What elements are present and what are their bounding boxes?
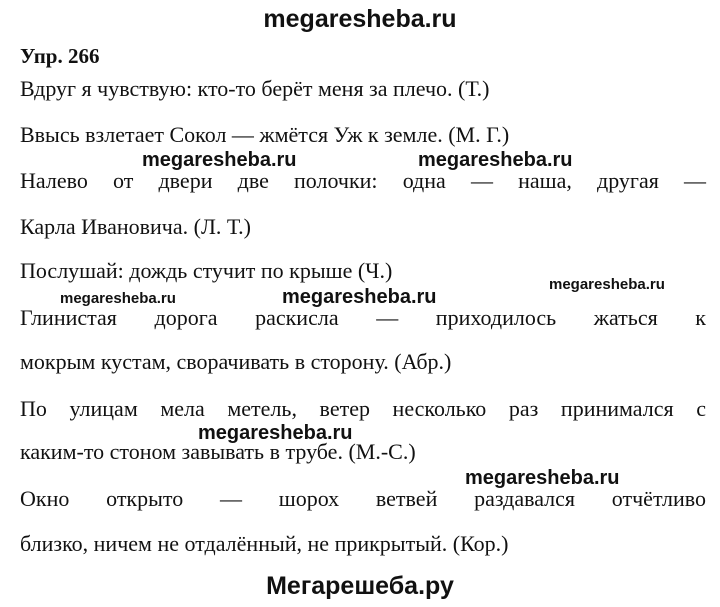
watermark: megaresheba.ru	[198, 422, 353, 444]
text-line-6: Глинистая дорога раскисла — приходилось жаться к	[20, 305, 706, 330]
text-line-1: Вдруг я чувствую: кто-то берёт меня за плечо. (Т.)	[20, 76, 490, 101]
text-line-8: По улицам мела метель, ветер несколько раз принимался с	[20, 396, 706, 421]
watermark: megaresheba.ru	[465, 467, 620, 489]
watermark: megaresheba.ru	[282, 286, 437, 308]
watermark: megaresheba.ru	[549, 276, 665, 293]
text-line-7: мокрым кустам, сворачивать в сторону. (Абр.)	[20, 349, 452, 374]
site-header-watermark: megaresheba.ru	[263, 5, 457, 33]
watermark: megaresheba.ru	[142, 149, 297, 171]
site-footer-watermark: Мегарешеба.ру	[266, 572, 454, 600]
text-line-4: Карла Ивановича. (Л. Т.)	[20, 214, 251, 239]
watermark: megaresheba.ru	[418, 149, 573, 171]
text-line-11: близко, ничем не отдалённый, не прикрытый. (Кор.)	[20, 531, 509, 556]
text-line-5: Послушай: дождь стучит по крыше (Ч.)	[20, 258, 393, 283]
text-line-3: Налево от двери две полочки: одна — наша, другая —	[20, 168, 706, 193]
text-line-2: Ввысь взлетает Сокол — жмётся Уж к земле. (М. Г.)	[20, 122, 510, 147]
text-line-10: Окно открыто — шорох ветвей раздавался отчётливо	[20, 486, 706, 511]
exercise-title: Упр. 266	[20, 44, 100, 68]
watermark: megaresheba.ru	[60, 290, 176, 307]
text-line-9: каким-то стоном завывать в трубе. (М.-С.)	[20, 439, 416, 464]
